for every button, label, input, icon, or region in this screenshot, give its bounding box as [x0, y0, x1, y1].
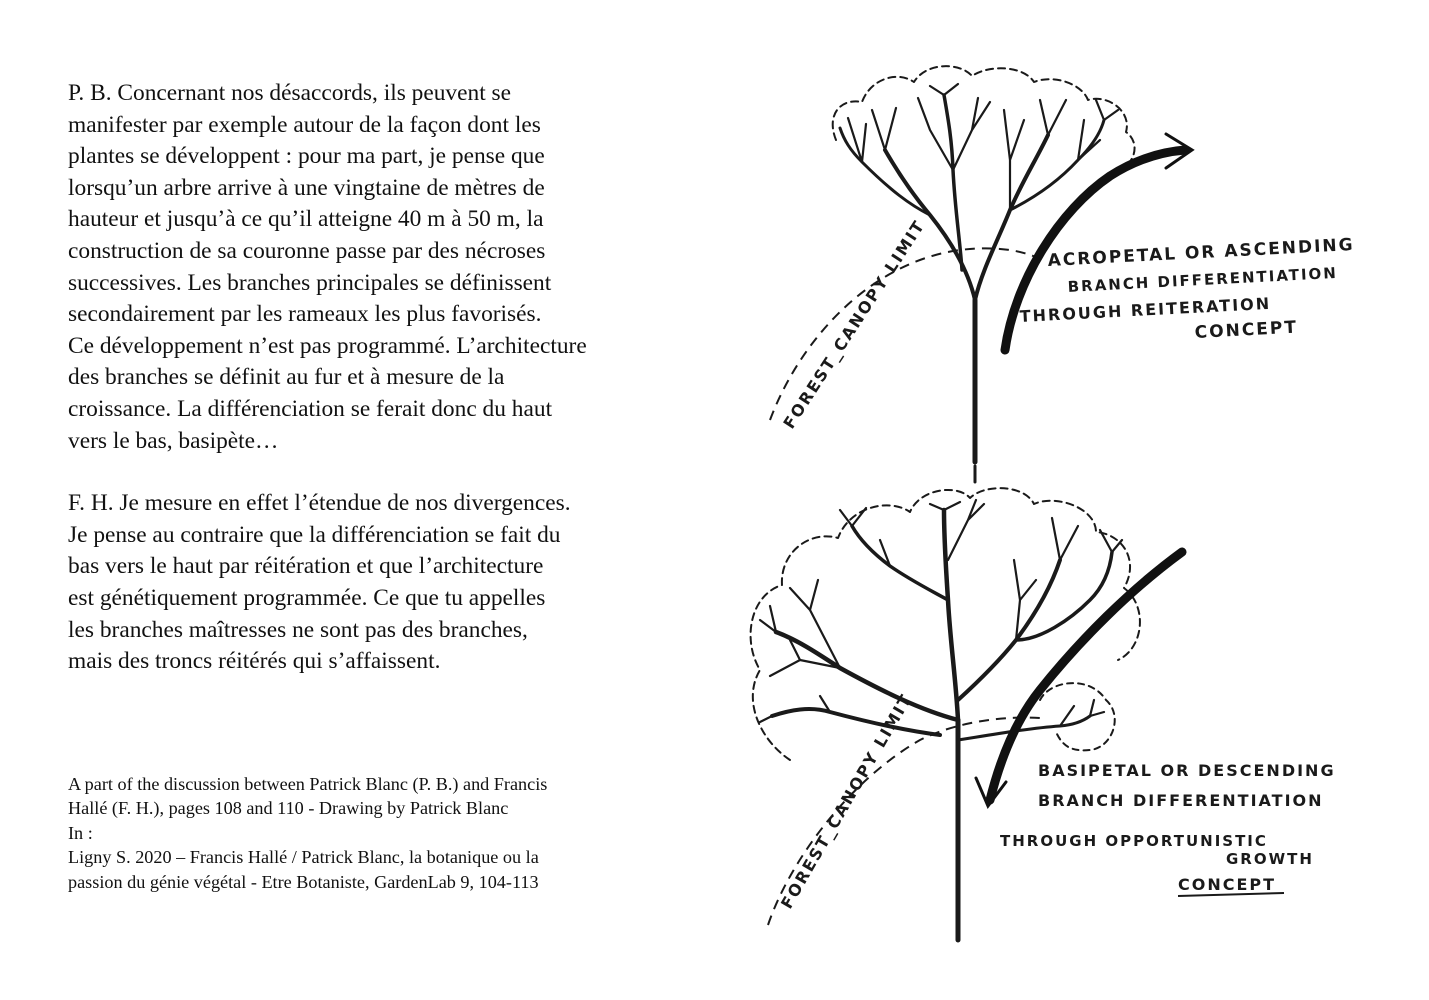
- bottom-label-line5: CONCEPT: [1178, 875, 1277, 894]
- text-line: P. B. Concernant nos désaccords, ils peuvent se: [68, 80, 512, 106]
- text-line: est génétiquement programmée. Ce que tu appelles: [68, 584, 546, 611]
- top-label-line2: BRANCH DIFFERENTIATION: [1067, 263, 1339, 296]
- bottom-branch: [944, 510, 958, 720]
- top-branch: [885, 150, 975, 300]
- bottom-canopy-limit-line: [768, 718, 1040, 925]
- bottom-label-line2: BRANCH DIFFERENTIATION: [1038, 791, 1324, 810]
- top-branch: [944, 95, 962, 270]
- text-line: Je pense au contraire que la différenciation se fait du: [68, 521, 561, 548]
- text-line: F. H. Je mesure en effet l’étendue de nos divergences.: [68, 490, 571, 517]
- bottom-label-line4: GROWTH: [1226, 850, 1314, 868]
- tree-drawing: [720, 40, 1400, 960]
- caption-line: Ligny S. 2020 – Francis Hallé / Patrick Blanc, la botanique ou la: [68, 847, 539, 868]
- text-line: les branches maîtresses ne sont pas des branches,: [68, 616, 528, 643]
- paragraph-pb: [68, 78, 708, 457]
- text-line: manifester par exemple autour de la façon dont les: [68, 111, 541, 138]
- text-column: [68, 78, 708, 678]
- top-label-line1: ACROPETAL OR ASCENDING: [1047, 234, 1356, 271]
- bottom-canopy-limit-label: FOREST_CANOPY LIMIT: [777, 690, 917, 912]
- text-line: lorsqu’un arbre arrive à une vingtaine de mètres de: [68, 174, 545, 201]
- text-line: Ce développement n’est pas programmé. L’architecture: [68, 332, 587, 359]
- top-canopy-outline: [833, 66, 1135, 170]
- text-line: secondairement par les rameaux les plus favorisés.: [68, 301, 542, 328]
- top-twigs: [848, 84, 1118, 210]
- text-line: mais des troncs réitérés qui s’affaissent.: [68, 648, 441, 675]
- bottom-branch: [776, 632, 958, 720]
- top-canopy-limit-label: FOREST_CANOPY LIMIT: [779, 216, 929, 433]
- bottom-branch: [772, 709, 940, 735]
- text-line: plantes se développent : pour ma part, je pense que: [68, 143, 545, 170]
- text-line: hauteur et jusqu’à ce qu’il atteigne 40 m à 50 m, la: [68, 206, 544, 233]
- bottom-label-line3: THROUGH OPPORTUNISTIC: [1000, 832, 1268, 850]
- top-label-line4: CONCEPT: [1194, 317, 1299, 343]
- caption: [68, 772, 708, 894]
- text-line: croissance. La différenciation se ferait donc du haut: [68, 395, 553, 422]
- text-line: construction de sa couronne passe par des nécroses: [68, 237, 546, 264]
- bottom-twigs: [760, 500, 1122, 726]
- text-line: vers le bas, basipète…: [68, 427, 279, 454]
- text-line: bas vers le haut par réitération et que l’architecture: [68, 553, 544, 580]
- caption-line: passion du génie végétal - Etre Botaniste, GardenLab 9, 104-113: [68, 871, 539, 892]
- top-label-line3: THROUGH REITERATION: [1019, 293, 1272, 326]
- text-line: des branches se définit au fur et à mesure de la: [68, 364, 505, 391]
- bottom-label-line1: BASIPETAL OR DESCENDING: [1038, 761, 1336, 780]
- top-branch: [975, 135, 1048, 300]
- paragraph-fh: [68, 488, 708, 678]
- text-line: successives. Les branches principales se définissent: [68, 269, 552, 296]
- top-branch: [840, 128, 930, 215]
- caption-line: A part of the discussion between Patrick Blanc (P. B.) and Francis: [68, 774, 548, 794]
- bottom-canopy-outline: [1040, 683, 1115, 750]
- caption-line: In :: [68, 822, 93, 843]
- bottom-branch: [852, 526, 948, 600]
- caption-line: Hallé (F. H.), pages 108 and 110 - Drawing by Patrick Blanc: [68, 798, 509, 819]
